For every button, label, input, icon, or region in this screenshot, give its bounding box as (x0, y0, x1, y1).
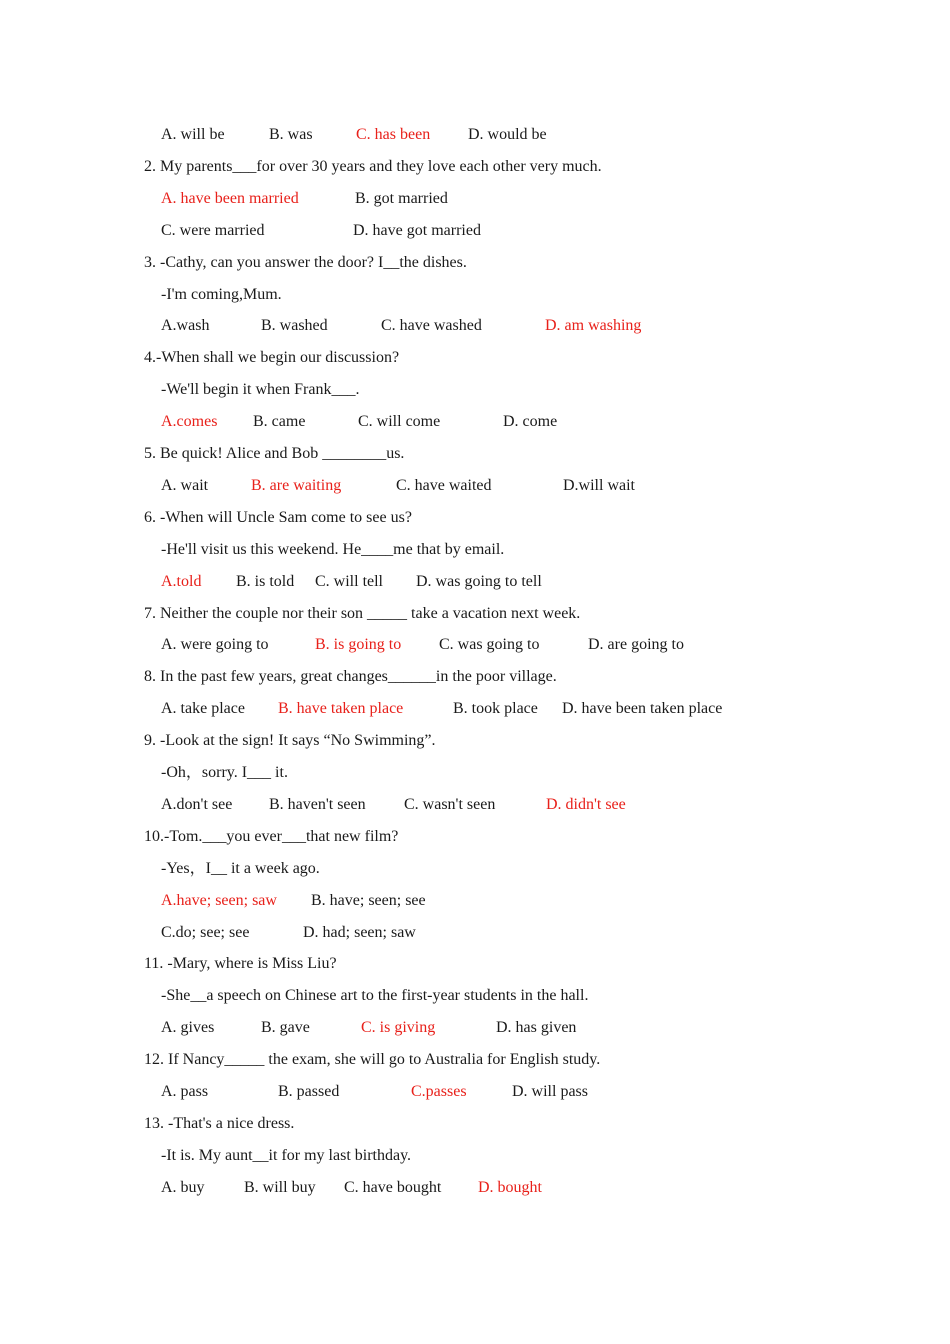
question-text: 5. Be quick! Alice and Bob ________us. (144, 445, 405, 462)
question-text: 3. -Cathy, can you answer the door? I__the dishes. (144, 253, 467, 271)
answer-option: D. have got married (353, 221, 481, 239)
dialogue-line: -It is. My aunt__it for my last birthday. (161, 1146, 412, 1164)
answer-option: C. was going to (439, 636, 540, 654)
answer-option: B. was (269, 126, 313, 143)
dialogue-line: -Oh，sorry. I___ it. (161, 764, 288, 781)
answer-option: B. gave (261, 1019, 310, 1037)
answer-option: A. gives (161, 1019, 215, 1037)
correct-answer-option: A.told (161, 572, 202, 590)
answer-option: D. have been taken place (562, 700, 723, 718)
answer-option: B. took place (453, 700, 538, 718)
correct-answer-option: A. have been married (161, 189, 299, 207)
question-text: 4.-When shall we begin our discussion? (144, 349, 400, 367)
correct-answer-option: D. bought (478, 1178, 542, 1196)
answer-option: C. will tell (315, 572, 383, 590)
answer-option: A. take place (161, 700, 245, 718)
dialogue-line: -Yes，I__ it a week ago. (161, 859, 320, 877)
dialogue-line: -I'm coming,Mum. (161, 285, 282, 303)
answer-option: D.will wait (563, 476, 635, 494)
answer-option: A.wash (161, 317, 210, 335)
answer-option: C. wasn't seen (404, 795, 496, 813)
answer-option: B. will buy (244, 1178, 316, 1196)
answer-option: A. were going to (161, 636, 269, 654)
answer-option: B. passed (278, 1083, 340, 1100)
answer-option: B. haven't seen (269, 795, 366, 813)
correct-answer-option: C. is giving (361, 1019, 436, 1037)
correct-answer-option: D. am washing (545, 317, 642, 335)
correct-answer-option: D. didn't see (546, 795, 626, 813)
question-text: 8. In the past few years, great changes______in the poor village. (144, 668, 557, 686)
question-text: 13. -That's a nice dress. (144, 1114, 295, 1132)
question-text: 7. Neither the couple nor their son _____ take a vacation next week. (144, 604, 581, 622)
question-text: 2. My parents___for over 30 years and they love each other very much. (144, 157, 602, 175)
answer-option: D. will pass (512, 1083, 588, 1100)
question-text: 6. -When will Uncle Sam come to see us? (144, 508, 412, 526)
answer-option: C. have washed (381, 317, 482, 335)
answer-option: C. have bought (344, 1178, 442, 1196)
answer-option: A. pass (161, 1083, 209, 1100)
answer-option: B. washed (261, 317, 328, 335)
correct-answer-option: A.comes (161, 413, 218, 431)
answer-option: B. came (253, 413, 306, 431)
answer-option: B. got married (355, 189, 448, 207)
answer-option: B. have; seen; see (311, 891, 426, 909)
answer-option: A.don't see (161, 795, 233, 813)
correct-answer-option: A.have; seen; saw (161, 891, 277, 909)
dialogue-line: -He'll visit us this weekend. He____me that by email. (161, 540, 505, 558)
answer-option: D. was going to tell (416, 572, 542, 590)
answer-option: D. would be (468, 126, 547, 143)
question-text: 9. -Look at the sign! It says “No Swimming”. (144, 732, 436, 750)
question-text: 11. -Mary, where is Miss Liu? (144, 955, 337, 973)
answer-option: D. are going to (588, 636, 684, 654)
answer-option: B. is told (236, 572, 295, 590)
dialogue-line: -She__a speech on Chinese art to the first-year students in the hall. (161, 987, 589, 1005)
answer-option: C. were married (161, 221, 265, 239)
question-text: 10.-Tom.___you ever___that new film? (144, 827, 399, 845)
answer-option: A. will be (161, 126, 225, 143)
correct-answer-option: B. have taken place (278, 700, 404, 718)
correct-answer-option: B. are waiting (251, 476, 342, 494)
answer-option: C.do; see; see (161, 923, 250, 941)
answer-option: D. had; seen; saw (303, 923, 416, 941)
answer-option: A. buy (161, 1178, 205, 1196)
correct-answer-option: C. has been (356, 126, 431, 143)
answer-option: D. has given (496, 1019, 577, 1037)
correct-answer-option: C.passes (411, 1083, 467, 1100)
dialogue-line: -We'll begin it when Frank___. (161, 381, 360, 399)
correct-answer-option: B. is going to (315, 636, 402, 654)
answer-option: C. will come (358, 413, 441, 431)
answer-option: A. wait (161, 476, 209, 494)
question-text: 12. If Nancy_____ the exam, she will go to Australia for English study. (144, 1051, 601, 1069)
answer-option: D. come (503, 413, 558, 431)
answer-option: C. have waited (396, 476, 492, 494)
